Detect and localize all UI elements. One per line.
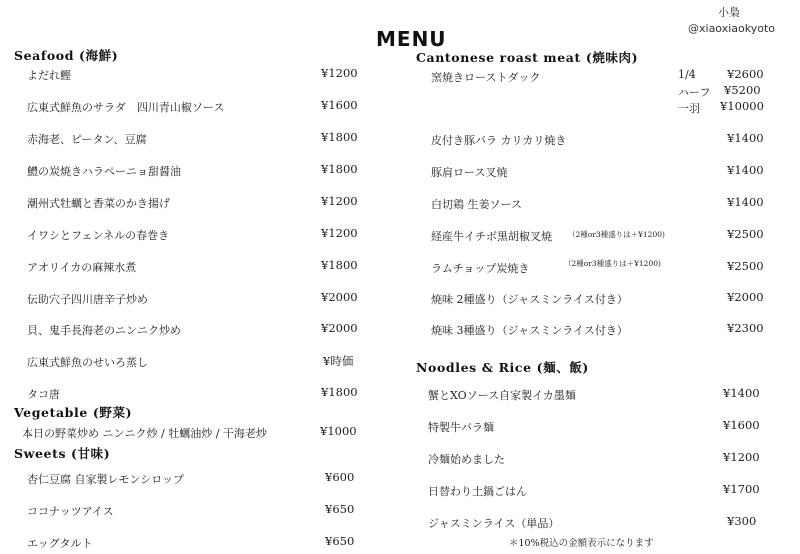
menu-item-price: ¥2500 (727, 227, 764, 241)
menu-item-price: ¥1400 (727, 195, 764, 209)
menu-item-price: ¥1800 (321, 162, 358, 176)
menu-item-name: 日替わり土鍋ごはん (428, 485, 527, 498)
menu-item-note: （2種or3種盛りは＋¥1200) (568, 230, 665, 239)
menu-item-note: （2種or3種盛りは＋¥1200) (564, 259, 661, 268)
menu-item-name: 特製牛バラ麺 (428, 421, 494, 434)
menu-item-name: ラムチョップ炭焼き (431, 262, 530, 275)
menu-item-name: 豚肩ロース叉焼 (431, 166, 508, 179)
section-heading-sweets: Sweets (甘味) (14, 446, 111, 461)
menu-item-name: タコ唐 (27, 388, 60, 401)
menu-item-name: 焼味 3種盛り（ジャスミンライス付き） (431, 324, 628, 337)
menu-item-name: 杏仁豆腐 自家製レモンシロップ (27, 473, 185, 486)
menu-item-name: ジャスミンライス（単品） (428, 517, 560, 530)
menu-item-price: ¥10000 (720, 99, 764, 113)
menu-item-price: ¥1700 (723, 482, 760, 496)
portion-label: 一羽 (678, 102, 700, 115)
menu-item-name: アオリイカの麻辣水煮 (27, 261, 137, 274)
menu-item-price: ¥2500 (727, 259, 764, 273)
menu-item-price: ¥1800 (321, 385, 358, 399)
menu-item-name: 伝助穴子四川唐辛子炒め (27, 293, 148, 306)
menu-item-price: ¥時価 (323, 354, 354, 368)
portion-label: 1/4 (678, 68, 696, 81)
menu-item-price: ¥650 (325, 534, 355, 548)
menu-item-price: ¥2600 (727, 67, 764, 81)
menu-item-name: 貝、鬼手長海老のニンニク炒め (27, 324, 181, 337)
menu-item-name: 皮付き豚バラ カリカリ焼き (431, 134, 567, 147)
menu-item-price: ¥1800 (321, 130, 358, 144)
menu-item-name: 広東式鮮魚のサラダ 四川青山椒ソース (27, 101, 225, 114)
menu-item-price: ¥1600 (321, 98, 358, 112)
menu-item-price: ¥1800 (321, 258, 358, 272)
menu-item-price: ¥1200 (321, 226, 358, 240)
menu-item-name: よだれ鰹 (27, 69, 71, 82)
section-heading-vegetable: Vegetable (野菜) (14, 405, 133, 420)
menu-item-name: 広東式鮮魚のせいろ蒸し (27, 356, 148, 369)
menu-item-price: ¥1400 (723, 386, 760, 400)
menu-item-price: ¥5200 (724, 83, 761, 97)
menu-item-name: 本日の野菜炒め ニンニク炒 / 牡蠣油炒 / 干海老炒 (22, 427, 267, 440)
menu-item-name: イワシとフェンネルの春巻き (27, 229, 170, 242)
menu-item-price: ¥2000 (727, 290, 764, 304)
tax-footnote: ＊10%税込の金額表示になります (509, 538, 654, 549)
menu-item-name: 窯焼きローストダック (431, 71, 541, 84)
menu-item-price: ¥2300 (727, 321, 764, 335)
menu-item-name: エッグタルト (27, 537, 93, 550)
menu-item-price: ¥1200 (321, 194, 358, 208)
menu-item-name: 潮州式牡蠣と香菜のかき揚げ (27, 197, 170, 210)
menu-item-price: ¥2000 (321, 321, 358, 335)
menu-item-price: ¥1400 (727, 163, 764, 177)
menu-item-name: 赤海老、ピータン、豆腐 (27, 133, 147, 146)
menu-item-name: 焼味 2種盛り（ジャスミンライス付き） (431, 293, 628, 306)
section-heading-roast: Cantonese roast meat (焼味肉) (416, 50, 639, 65)
section-heading-noodles: Noodles & Rice (麺、飯) (416, 360, 589, 375)
menu-item-price: ¥650 (325, 502, 355, 516)
menu-item-price: ¥1200 (723, 450, 760, 464)
section-heading-seafood: Seafood (海鮮) (14, 48, 119, 63)
brand-handle: @xiaoxiaokyoto (688, 22, 775, 35)
menu-item-price: ¥1200 (321, 66, 358, 80)
menu-item-name: ココナッツアイス (27, 505, 114, 518)
menu-item-name: 蟹とXOソース自家製イカ墨麺 (428, 389, 576, 402)
menu-item-name: 冷麺始めました (428, 453, 505, 466)
menu-item-name: 鱧の炭焼きハラペーニョ甜醤油 (27, 165, 181, 178)
menu-item-price: ¥1000 (320, 424, 357, 438)
page-title: MENU (376, 27, 447, 51)
menu-item-price: ¥300 (727, 514, 757, 528)
menu-item-name: 経産牛イチボ黒胡椒叉焼 (431, 230, 552, 243)
brand-name: 小梟 (718, 6, 740, 19)
menu-item-price: ¥1400 (727, 131, 764, 145)
menu-item-price: ¥2000 (321, 290, 358, 304)
portion-label: ハーフ (678, 86, 711, 99)
menu-item-price: ¥1600 (723, 418, 760, 432)
menu-item-name: 白切鶏 生姜ソース (431, 198, 522, 211)
menu-item-price: ¥600 (325, 470, 355, 484)
